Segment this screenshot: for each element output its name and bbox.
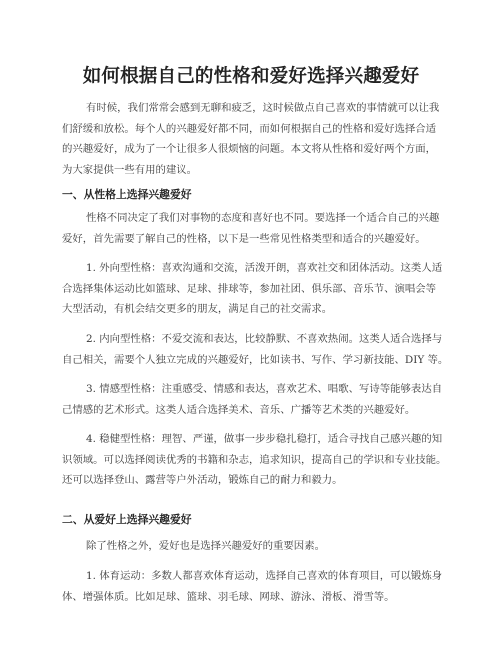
section1-item bbox=[62, 329, 449, 370]
item-line: 1. 外向型性格：喜欢沟通和交流，活泼开朗，喜欢社交和团体活动。这类人适 bbox=[86, 262, 443, 274]
item-line: 还可以选择登山、露营等户外活动，锻炼自己的耐力和毅力。 bbox=[62, 474, 343, 486]
section2-item bbox=[62, 566, 444, 607]
intro-paragraph bbox=[62, 98, 444, 180]
section1-lead bbox=[62, 208, 444, 249]
lead-line: 性格不同决定了我们对事物的态度和喜好也不同。要选择一个适合自己的兴趣 bbox=[86, 212, 440, 224]
section1-item bbox=[62, 258, 444, 320]
document-title: 如何根据自己的性格和爱好选择兴趣爱好 bbox=[82, 66, 420, 87]
intro-line: 为大家提供一些有用的建议。 bbox=[62, 163, 198, 176]
intro-line: 们舒缓和放松。每个人的兴趣爱好都不同，而如何根据自己的性格和爱好选择合适 bbox=[62, 122, 437, 135]
item-line: 大型活动，有机会结交更多的朋友，满足自己的社交需求。 bbox=[62, 303, 333, 315]
section1-item bbox=[62, 429, 447, 491]
intro-line: 的兴趣爱好，成为了一个让很多人很烦恼的问题。本文将从性格和爱好两个方面， bbox=[62, 143, 437, 155]
section1-item bbox=[62, 379, 444, 420]
item-line: 自己相关，需要个人独立完成的兴趣爱好，比如读书、写作、学习新技能、DIY 等。 bbox=[62, 353, 449, 366]
item-line: 1. 体育运动：多数人都喜欢体育运动，选择自己喜欢的体育项目，可以锻炼身 bbox=[86, 570, 443, 582]
section-heading: 二、从爱好上选择兴趣爱好 bbox=[62, 513, 192, 526]
item-line: 识领域。可以选择阅读优秀的书籍和杂志，追求知识，提高自己的学识和专业技能。 bbox=[62, 453, 447, 466]
section-heading: 一、从性格上选择兴趣爱好 bbox=[62, 188, 192, 201]
item-line: 体、增强体质。比如足球、篮球、羽毛球、网球、游泳、滑板、滑雪等。 bbox=[62, 590, 395, 603]
item-line: 3. 情感型性格：注重感受、情感和表达，喜欢艺术、唱歌、写诗等能够表达自 bbox=[86, 383, 443, 395]
lead-line: 除了性格之外，爱好也是选择兴趣爱好的重要因素。 bbox=[86, 540, 325, 552]
lead-line: 爱好，首先需要了解自己的性格，以下是一些常见性格类型和适合的兴趣爱好。 bbox=[62, 232, 426, 245]
item-line: 合选择集体运动比如篮球、足球、排球等，参加社团、俱乐部、音乐节、演唱会等 bbox=[62, 282, 437, 295]
item-line: 2. 内向型性格：不爱交流和表达，比较静默、不喜欢热闹。这类人适合选择与 bbox=[86, 333, 443, 345]
intro-line: 有时候，我们常常会感到无聊和疲乏，这时候做点自己喜欢的事情就可以让我 bbox=[86, 102, 440, 114]
item-line: 己情感的艺术形式。这类人适合选择美术、音乐、广播等艺术类的兴趣爱好。 bbox=[62, 403, 416, 416]
item-line: 4. 稳健型性格：理智、严谨，做事一步步稳扎稳打，适合寻找自己感兴趣的知 bbox=[86, 433, 443, 445]
section2-lead bbox=[62, 536, 444, 557]
